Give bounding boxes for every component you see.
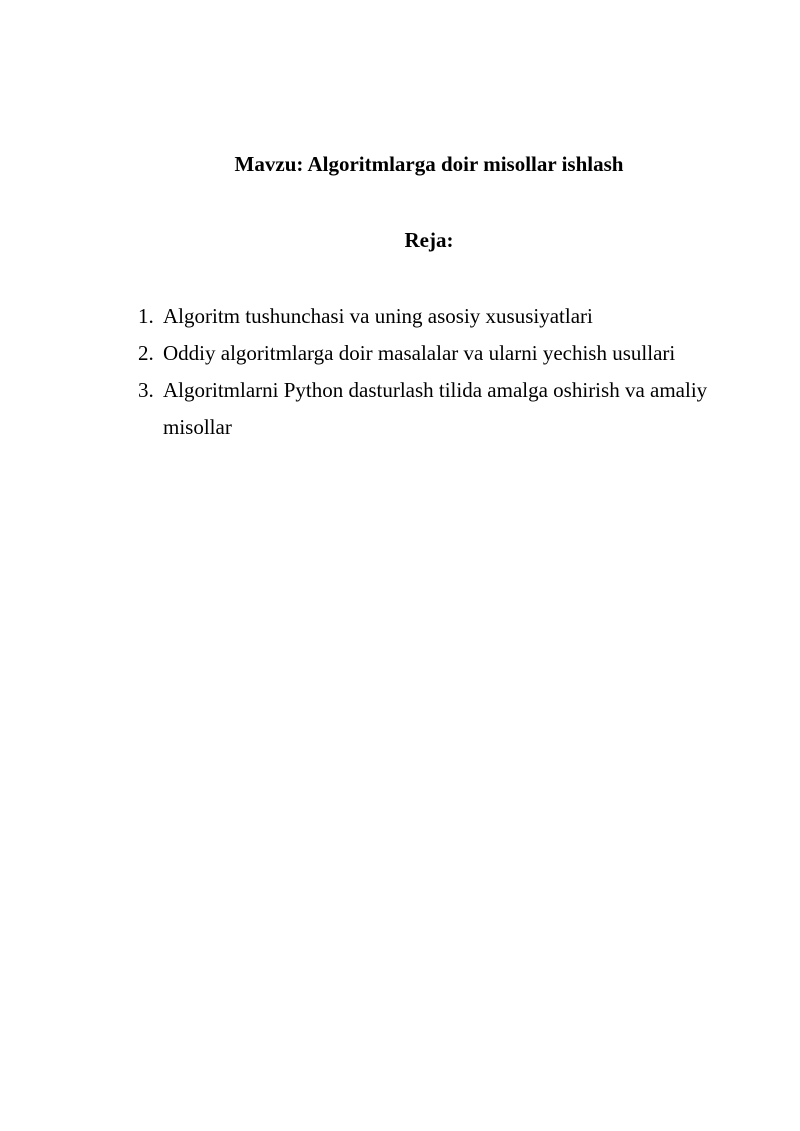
list-item-number: 1.: [138, 304, 154, 328]
plan-heading: Reja:: [404, 228, 454, 252]
list-item-number: 3.: [138, 378, 154, 402]
list-item-text: Algoritm tushunchasi va uning asosiy xususiyatlari: [163, 304, 593, 328]
list-item-text: Oddiy algoritmlarga doir masalalar va ularni yechish usullari: [163, 341, 676, 365]
list-item: [138, 335, 738, 372]
list-item: [138, 372, 738, 446]
list-item-text: Algoritmlarni Python dasturlash tilida amalga oshirish va amaliy misollar: [163, 378, 708, 439]
page-title: Mavzu: Algoritmlarga doir misollar ishlash: [234, 152, 624, 176]
plan-list: [138, 298, 738, 446]
list-item-number: 2.: [138, 341, 154, 365]
list-item: [138, 298, 738, 335]
